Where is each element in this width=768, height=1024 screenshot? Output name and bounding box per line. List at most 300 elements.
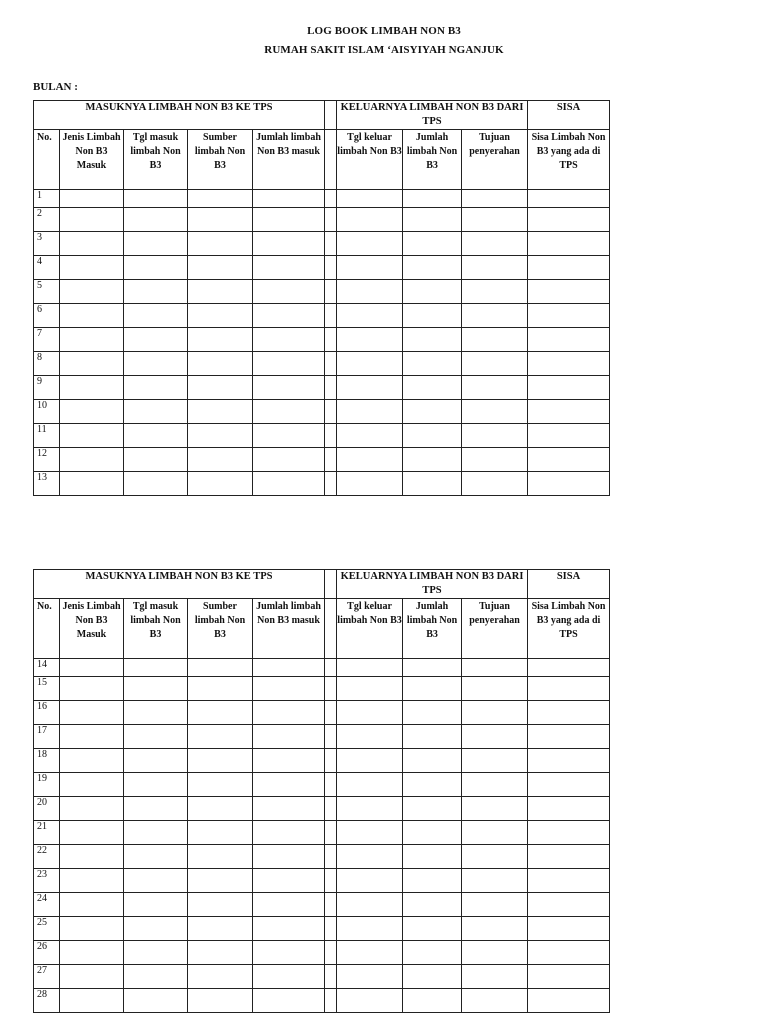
jumlah-masuk-cell[interactable] [253,304,325,328]
jumlah-masuk-cell[interactable] [253,208,325,232]
tgl-masuk-cell[interactable] [124,659,188,677]
jenis-cell[interactable] [60,304,124,328]
tgl-masuk-cell[interactable] [124,701,188,725]
jumlah-masuk-cell[interactable] [253,659,325,677]
tgl-keluar-cell[interactable] [337,232,403,256]
sisa-cell[interactable] [528,208,610,232]
table-row [34,400,610,424]
table-spacer [325,749,337,773]
row-number: 23 [34,869,60,893]
jumlah-keluar-cell[interactable] [403,941,462,965]
jumlah-masuk-cell[interactable] [253,749,325,773]
tgl-keluar-cell[interactable] [337,701,403,725]
table-spacer [325,424,337,448]
table-row [34,376,610,400]
log-table-1 [33,100,610,496]
tujuan-cell[interactable] [462,845,528,869]
jumlah-keluar-cell[interactable] [403,821,462,845]
row-number: 9 [34,376,60,400]
jenis-cell[interactable] [60,845,124,869]
jenis-cell[interactable] [60,232,124,256]
jumlah-masuk-cell[interactable] [253,965,325,989]
jumlah-keluar-cell[interactable] [403,917,462,941]
tgl-masuk-cell[interactable] [124,917,188,941]
jumlah-keluar-cell[interactable] [403,448,462,472]
tgl-keluar-cell[interactable] [337,659,403,677]
tujuan-cell[interactable] [462,773,528,797]
jumlah-keluar-cell[interactable] [403,328,462,352]
sumber-cell[interactable] [188,328,253,352]
table-row [34,773,610,797]
row-number: 4 [34,256,60,280]
column-header-jumlah-masuk: Jumlah limbah Non B3 masuk [253,130,325,190]
sumber-cell[interactable] [188,917,253,941]
tgl-keluar-cell[interactable] [337,869,403,893]
sumber-cell[interactable] [188,677,253,701]
jumlah-keluar-cell[interactable] [403,352,462,376]
tgl-masuk-cell[interactable] [124,821,188,845]
document-title: LOG BOOK LIMBAH NON B3 [307,25,461,37]
row-number: 8 [34,352,60,376]
jumlah-keluar-cell[interactable] [403,773,462,797]
jenis-cell[interactable] [60,749,124,773]
table-spacer [325,773,337,797]
tujuan-cell[interactable] [462,256,528,280]
tgl-masuk-cell[interactable] [124,280,188,304]
sisa-cell[interactable] [528,352,610,376]
tgl-masuk-cell[interactable] [124,677,188,701]
tgl-masuk-cell[interactable] [124,304,188,328]
jenis-cell[interactable] [60,190,124,208]
tgl-masuk-cell[interactable] [124,869,188,893]
sumber-cell[interactable] [188,352,253,376]
tujuan-cell[interactable] [462,424,528,448]
jumlah-masuk-cell[interactable] [253,701,325,725]
column-header-tgl-masuk: Tgl masuk limbah Non B3 [124,130,188,190]
jenis-cell[interactable] [60,256,124,280]
row-number: 20 [34,797,60,821]
sisa-cell[interactable] [528,232,610,256]
sisa-cell[interactable] [528,256,610,280]
table-row [34,659,610,677]
table-row [34,472,610,496]
jumlah-masuk-cell[interactable] [253,280,325,304]
table-spacer [325,965,337,989]
tujuan-cell[interactable] [462,328,528,352]
table-spacer [325,304,337,328]
jenis-cell[interactable] [60,472,124,496]
tujuan-cell[interactable] [462,701,528,725]
jenis-cell[interactable] [60,208,124,232]
tgl-keluar-cell[interactable] [337,280,403,304]
tgl-keluar-cell[interactable] [337,400,403,424]
sumber-cell[interactable] [188,845,253,869]
sumber-cell[interactable] [188,256,253,280]
table-row [34,869,610,893]
table-spacer [325,101,337,130]
tgl-masuk-cell[interactable] [124,472,188,496]
sisa-cell[interactable] [528,797,610,821]
jumlah-masuk-cell[interactable] [253,869,325,893]
row-number: 21 [34,821,60,845]
tujuan-cell[interactable] [462,677,528,701]
jenis-cell[interactable] [60,797,124,821]
row-number: 10 [34,400,60,424]
tgl-keluar-cell[interactable] [337,749,403,773]
sisa-cell[interactable] [528,328,610,352]
table-spacer [325,659,337,677]
sumber-cell[interactable] [188,893,253,917]
jenis-cell[interactable] [60,659,124,677]
jumlah-keluar-cell[interactable] [403,749,462,773]
sisa-cell[interactable] [528,917,610,941]
jenis-cell[interactable] [60,893,124,917]
tgl-keluar-cell[interactable] [337,893,403,917]
tujuan-cell[interactable] [462,893,528,917]
sumber-cell[interactable] [188,659,253,677]
jumlah-masuk-cell[interactable] [253,797,325,821]
jenis-cell[interactable] [60,821,124,845]
jumlah-keluar-cell[interactable] [403,725,462,749]
jumlah-masuk-cell[interactable] [253,773,325,797]
tujuan-cell[interactable] [462,190,528,208]
tujuan-cell[interactable] [462,400,528,424]
jenis-cell[interactable] [60,376,124,400]
jumlah-masuk-cell[interactable] [253,941,325,965]
jenis-cell[interactable] [60,917,124,941]
tujuan-cell[interactable] [462,659,528,677]
tgl-keluar-cell[interactable] [337,821,403,845]
sumber-cell[interactable] [188,989,253,1013]
jumlah-masuk-cell[interactable] [253,328,325,352]
sisa-cell[interactable] [528,893,610,917]
sisa-cell[interactable] [528,701,610,725]
sumber-cell[interactable] [188,400,253,424]
sisa-cell[interactable] [528,190,610,208]
group-header-incoming: MASUKNYA LIMBAH NON B3 KE TPS [34,101,325,130]
table-row [34,701,610,725]
sumber-cell[interactable] [188,701,253,725]
jenis-cell[interactable] [60,989,124,1013]
tujuan-cell[interactable] [462,725,528,749]
sumber-cell[interactable] [188,190,253,208]
tujuan-cell[interactable] [462,304,528,328]
table-row [34,677,610,701]
table-row [34,749,610,773]
tgl-masuk-cell[interactable] [124,208,188,232]
row-number: 13 [34,472,60,496]
row-number: 18 [34,749,60,773]
tujuan-cell[interactable] [462,989,528,1013]
jumlah-masuk-cell[interactable] [253,232,325,256]
column-header-tgl-masuk: Tgl masuk limbah Non B3 [124,599,188,659]
column-header-no: No. [34,599,60,659]
table-spacer [325,677,337,701]
sisa-cell[interactable] [528,677,610,701]
tgl-masuk-cell[interactable] [124,845,188,869]
sisa-cell[interactable] [528,725,610,749]
sumber-cell[interactable] [188,472,253,496]
jumlah-masuk-cell[interactable] [253,190,325,208]
tgl-masuk-cell[interactable] [124,797,188,821]
tgl-keluar-cell[interactable] [337,941,403,965]
tgl-masuk-cell[interactable] [124,328,188,352]
tgl-keluar-cell[interactable] [337,845,403,869]
tujuan-cell[interactable] [462,821,528,845]
tgl-keluar-cell[interactable] [337,773,403,797]
jumlah-keluar-cell[interactable] [403,424,462,448]
tujuan-cell[interactable] [462,352,528,376]
sisa-cell[interactable] [528,989,610,1013]
tgl-masuk-cell[interactable] [124,893,188,917]
jumlah-keluar-cell[interactable] [403,400,462,424]
sisa-cell[interactable] [528,821,610,845]
jenis-cell[interactable] [60,328,124,352]
jenis-cell[interactable] [60,869,124,893]
table-row [34,208,610,232]
tgl-masuk-cell[interactable] [124,725,188,749]
jenis-cell[interactable] [60,448,124,472]
sisa-cell[interactable] [528,659,610,677]
table-spacer [325,725,337,749]
row-number: 5 [34,280,60,304]
sumber-cell[interactable] [188,773,253,797]
sumber-cell[interactable] [188,725,253,749]
tujuan-cell[interactable] [462,965,528,989]
tgl-keluar-cell[interactable] [337,352,403,376]
tgl-masuk-cell[interactable] [124,448,188,472]
sisa-cell[interactable] [528,448,610,472]
table-spacer [325,400,337,424]
column-header-jumlah-keluar: Jumlah limbah Non B3 [403,130,462,190]
sisa-cell[interactable] [528,400,610,424]
table-spacer [325,941,337,965]
sisa-cell[interactable] [528,472,610,496]
jumlah-masuk-cell[interactable] [253,472,325,496]
row-number: 26 [34,941,60,965]
table-spacer [325,797,337,821]
tgl-keluar-cell[interactable] [337,472,403,496]
tgl-masuk-cell[interactable] [124,352,188,376]
sumber-cell[interactable] [188,821,253,845]
table-spacer [325,376,337,400]
jumlah-masuk-cell[interactable] [253,256,325,280]
tgl-keluar-cell[interactable] [337,965,403,989]
jenis-cell[interactable] [60,400,124,424]
sumber-cell[interactable] [188,448,253,472]
tujuan-cell[interactable] [462,869,528,893]
jumlah-keluar-cell[interactable] [403,677,462,701]
column-header-tujuan: Tujuan penyerahan [462,130,528,190]
tujuan-cell[interactable] [462,941,528,965]
jumlah-masuk-cell[interactable] [253,725,325,749]
tujuan-cell[interactable] [462,376,528,400]
sumber-cell[interactable] [188,232,253,256]
row-number: 28 [34,989,60,1013]
jumlah-masuk-cell[interactable] [253,845,325,869]
tgl-keluar-cell[interactable] [337,304,403,328]
jumlah-keluar-cell[interactable] [403,893,462,917]
jenis-cell[interactable] [60,701,124,725]
tgl-keluar-cell[interactable] [337,376,403,400]
tujuan-cell[interactable] [462,472,528,496]
tgl-masuk-cell[interactable] [124,965,188,989]
jumlah-keluar-cell[interactable] [403,845,462,869]
table-row [34,328,610,352]
row-number: 11 [34,424,60,448]
tujuan-cell[interactable] [462,749,528,773]
table-spacer [325,845,337,869]
jenis-cell[interactable] [60,965,124,989]
jumlah-keluar-cell[interactable] [403,965,462,989]
sumber-cell[interactable] [188,424,253,448]
tgl-keluar-cell[interactable] [337,328,403,352]
sisa-cell[interactable] [528,280,610,304]
sisa-cell[interactable] [528,869,610,893]
jenis-cell[interactable] [60,941,124,965]
jumlah-masuk-cell[interactable] [253,989,325,1013]
jumlah-keluar-cell[interactable] [403,797,462,821]
tgl-keluar-cell[interactable] [337,797,403,821]
tgl-masuk-cell[interactable] [124,773,188,797]
jumlah-keluar-cell[interactable] [403,989,462,1013]
jumlah-masuk-cell[interactable] [253,677,325,701]
row-number: 7 [34,328,60,352]
tgl-masuk-cell[interactable] [124,424,188,448]
tgl-masuk-cell[interactable] [124,749,188,773]
column-header-no: No. [34,130,60,190]
tgl-keluar-cell[interactable] [337,448,403,472]
sisa-cell[interactable] [528,773,610,797]
sisa-cell[interactable] [528,845,610,869]
column-header-jenis: Jenis Limbah Non B3 Masuk [60,599,124,659]
table-row [34,256,610,280]
tgl-masuk-cell[interactable] [124,376,188,400]
jumlah-keluar-cell[interactable] [403,304,462,328]
table-spacer [325,989,337,1013]
table-row [34,448,610,472]
tgl-keluar-cell[interactable] [337,989,403,1013]
row-number: 17 [34,725,60,749]
jumlah-keluar-cell[interactable] [403,232,462,256]
tgl-keluar-cell[interactable] [337,917,403,941]
jenis-cell[interactable] [60,352,124,376]
sumber-cell[interactable] [188,208,253,232]
jumlah-keluar-cell[interactable] [403,280,462,304]
sisa-cell[interactable] [528,304,610,328]
table-spacer [325,328,337,352]
jumlah-keluar-cell[interactable] [403,472,462,496]
jumlah-masuk-cell[interactable] [253,400,325,424]
table-row [34,917,610,941]
table-row [34,797,610,821]
table-row [34,965,610,989]
jenis-cell[interactable] [60,677,124,701]
tgl-masuk-cell[interactable] [124,989,188,1013]
table-spacer [325,352,337,376]
jenis-cell[interactable] [60,280,124,304]
tujuan-cell[interactable] [462,280,528,304]
jumlah-keluar-cell[interactable] [403,869,462,893]
jumlah-masuk-cell[interactable] [253,376,325,400]
jumlah-masuk-cell[interactable] [253,917,325,941]
tujuan-cell[interactable] [462,232,528,256]
jumlah-keluar-cell[interactable] [403,256,462,280]
tgl-keluar-cell[interactable] [337,725,403,749]
tgl-keluar-cell[interactable] [337,424,403,448]
tujuan-cell[interactable] [462,917,528,941]
tujuan-cell[interactable] [462,208,528,232]
tgl-masuk-cell[interactable] [124,232,188,256]
jumlah-keluar-cell[interactable] [403,190,462,208]
sisa-cell[interactable] [528,965,610,989]
jumlah-masuk-cell[interactable] [253,821,325,845]
table-spacer [325,869,337,893]
tgl-keluar-cell[interactable] [337,208,403,232]
sumber-cell[interactable] [188,869,253,893]
tujuan-cell[interactable] [462,797,528,821]
column-header-jumlah-masuk: Jumlah limbah Non B3 masuk [253,599,325,659]
row-number: 14 [34,659,60,677]
table-spacer [325,893,337,917]
sumber-cell[interactable] [188,280,253,304]
column-header-sumber: Sumber limbah Non B3 [188,599,253,659]
tgl-keluar-cell[interactable] [337,256,403,280]
column-header-jumlah-keluar: Jumlah limbah Non B3 [403,599,462,659]
row-number: 12 [34,448,60,472]
jumlah-keluar-cell[interactable] [403,376,462,400]
row-number: 27 [34,965,60,989]
table-spacer [325,472,337,496]
sumber-cell[interactable] [188,941,253,965]
tgl-masuk-cell[interactable] [124,190,188,208]
sisa-cell[interactable] [528,941,610,965]
log-table-2 [33,569,610,1013]
jumlah-masuk-cell[interactable] [253,448,325,472]
jumlah-keluar-cell[interactable] [403,659,462,677]
jenis-cell[interactable] [60,773,124,797]
sisa-cell[interactable] [528,376,610,400]
tgl-masuk-cell[interactable] [124,400,188,424]
table-row [34,424,610,448]
table-row [34,725,610,749]
tujuan-cell[interactable] [462,448,528,472]
table-row [34,280,610,304]
column-header-sumber: Sumber limbah Non B3 [188,130,253,190]
tgl-keluar-cell[interactable] [337,677,403,701]
jumlah-masuk-cell[interactable] [253,424,325,448]
table-spacer [325,256,337,280]
jumlah-masuk-cell[interactable] [253,893,325,917]
jumlah-keluar-cell[interactable] [403,208,462,232]
table-spacer [325,821,337,845]
row-number: 1 [34,190,60,208]
jenis-cell[interactable] [60,725,124,749]
sisa-cell[interactable] [528,424,610,448]
tgl-masuk-cell[interactable] [124,256,188,280]
jenis-cell[interactable] [60,424,124,448]
tgl-masuk-cell[interactable] [124,941,188,965]
jumlah-keluar-cell[interactable] [403,701,462,725]
sumber-cell[interactable] [188,304,253,328]
sumber-cell[interactable] [188,965,253,989]
tgl-keluar-cell[interactable] [337,190,403,208]
sisa-cell[interactable] [528,749,610,773]
sumber-cell[interactable] [188,749,253,773]
sumber-cell[interactable] [188,376,253,400]
sumber-cell[interactable] [188,797,253,821]
jumlah-masuk-cell[interactable] [253,352,325,376]
